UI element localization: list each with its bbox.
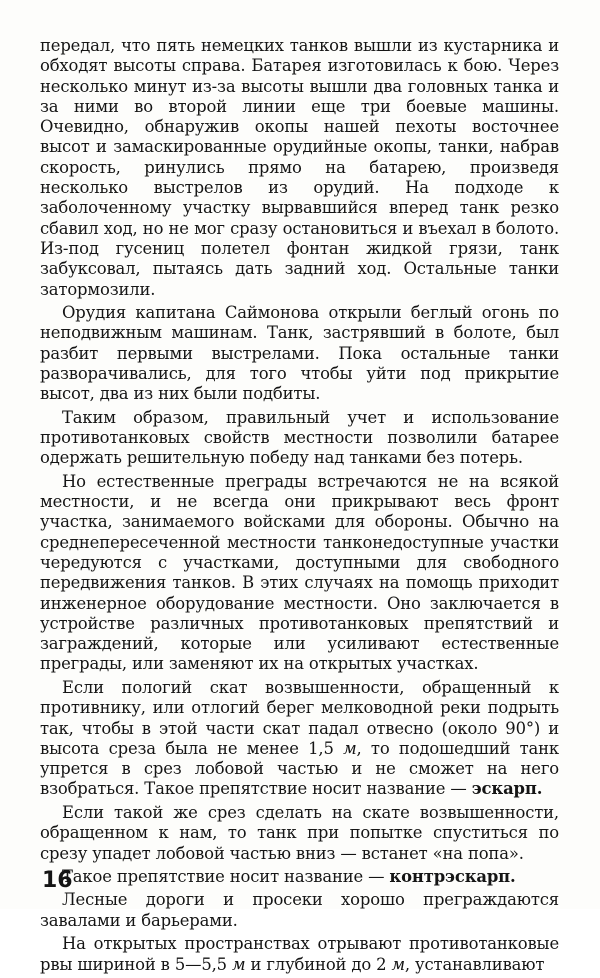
paragraph-4: Но естественные преграды встречаются не на всякой местности, и не всегда они прикрывают весь фронт участка, занимаемого войсками для обороны. Обычно на среднепересеченной местности танконедоступные участки чередуются с участками, доступными для свободного передвижения танков. В этих случаях на помощь приходит инженерное оборудование местности. Оно заключается в устройстве различных противотанковых препятствий и заграждений, которые или усиливают естественные преграды, или заменяют их на открытых участках.	[40, 471, 559, 674]
paragraph-5-text-start: Если пологий скат возвышенности, обращенный к противнику, или отлогий берег мелководной реки подрыть так, чтобы в этой части скат падал отвесно (около 90°) и высота среза была не менее 1,5	[40, 677, 559, 758]
term-counterescarp: контрэскарп.	[389, 867, 516, 886]
paragraph-2: Орудия капитана Саймонова открыли беглый огонь по неподвижным машинам. Танк, застрявший в болоте, был разбит первыми выстрелами. Пока остальные танки разворачивались, для того чтобы уйти под прикрытие высот, два из них были подбиты.	[40, 303, 559, 404]
paragraph-7-text: Такое препятствие носит название —	[62, 867, 390, 886]
paragraph-1: передал, что пять немецких танков вышли из кустарника и обходят высоты справа. Батарея изготовилась к бою. Через несколько минут из-за высоты вышли два головных танка и за ними во второй линии еще три боевые машины. Очевидно, обнаружив окопы нашей пехоты восточнее высот и замаскированные орудийные окопы, танки, набрав скорость, ринулись прямо на батарею, произведя несколько выстрелов из орудий. На подходе к заболоченному участку вырвавшийся вперед танк резко сбавил ход, но не мог сразу остановиться и въехал в болото. Из-под гусениц полетел фонтан жидкой грязи, танк забуксовал, пытаясь дать задний ход. Остальные танки затормозили.	[40, 36, 559, 299]
paragraph-7-counterescarp	[40, 867, 559, 887]
term-escarp: эскарп.	[471, 779, 543, 799]
paragraph-5-escarp	[40, 678, 559, 800]
paragraph-9	[40, 934, 559, 975]
unit-meter-width: м	[232, 954, 246, 974]
paragraph-3: Таким образом, правильный учет и использование противотанковых свойств местности позволили батарее одержать решительную победу над танками без потерь.	[40, 407, 559, 468]
paragraph-9-text-middle: и глубиной до 2	[245, 954, 392, 974]
paragraph-8: Лесные дороги и просеки хорошо преграждаются завалами и барьерами.	[40, 890, 559, 930]
unit-meter: м	[343, 738, 357, 758]
paragraph-6: Если такой же срез сделать на скате возвышенности, обращенном к нам, то танк при попытке спуститься по срезу упадет лобовой частью вниз — встанет «на попа».	[40, 802, 559, 863]
body-text	[40, 36, 559, 978]
unit-meter-depth: м	[391, 954, 405, 974]
paragraph-5-text-end: , то подошедший танк упрется в срез лобовой частью и не сможет на него взобраться. Такое препятствие носит название —	[40, 738, 559, 799]
page-number: 16	[42, 868, 73, 893]
paragraph-9-text-start: На открытых пространствах отрывают противотанковые рвы шириной в 5—5,5	[40, 934, 559, 974]
paragraph-9-text-end: , устанавливают	[404, 954, 545, 974]
